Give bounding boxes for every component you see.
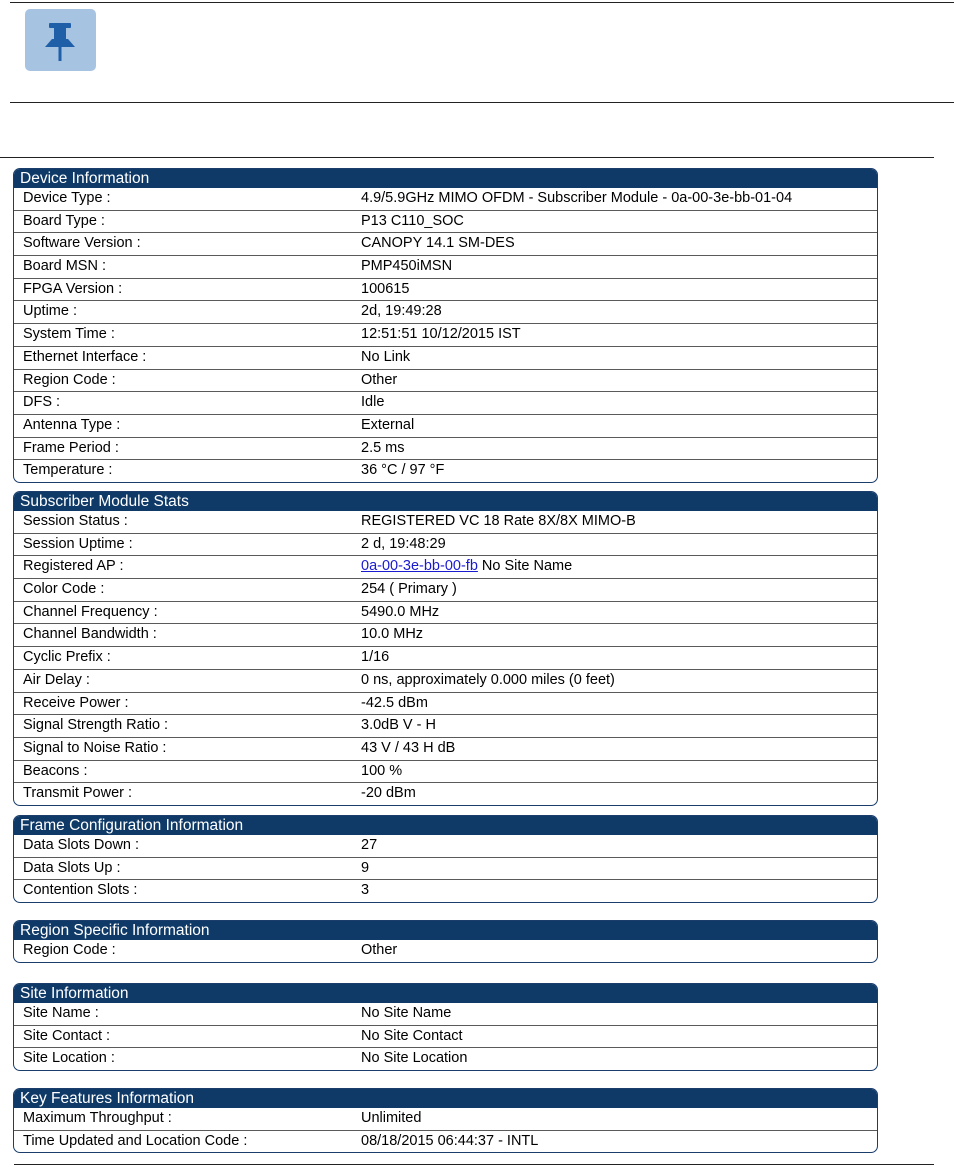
panel-title: Key Features Information <box>14 1089 877 1108</box>
row-value: REGISTERED VC 18 Rate 8X/8X MIMO-B <box>361 513 636 529</box>
row-label: Beacons : <box>23 762 88 779</box>
pushpin-icon <box>25 9 96 71</box>
row-label: Data Slots Up : <box>23 859 121 876</box>
row-value: 36 °C / 97 °F <box>361 462 445 479</box>
panel-title: Site Information <box>14 984 877 1003</box>
table-row <box>14 624 877 647</box>
panel-frame-configuration <box>13 815 878 903</box>
row-label: Site Contact : <box>23 1027 111 1044</box>
row-label: Session Status : <box>23 513 128 529</box>
row-label: Color Code : <box>23 581 105 598</box>
row-label: Time Updated and Location Code : <box>23 1132 248 1149</box>
table-row <box>14 211 877 234</box>
row-label: Device Type : <box>23 190 111 206</box>
table-row <box>14 233 877 256</box>
row-label: Signal Strength Ratio : <box>23 717 169 734</box>
row-label: Site Location : <box>23 1050 115 1067</box>
table-row <box>14 556 877 579</box>
row-value: 100 % <box>361 762 403 779</box>
row-value: 4.9/5.9GHz MIMO OFDM - Subscriber Module - 0a-00-3e-bb-01-04 <box>361 190 793 206</box>
row-value: 2.5 ms <box>361 439 405 456</box>
row-value: 1/16 <box>361 649 390 666</box>
table-row <box>14 188 877 211</box>
row-label: System Time : <box>23 326 115 343</box>
row-value: CANOPY 14.1 SM-DES <box>361 235 515 252</box>
row-value: 254 ( Primary ) <box>361 581 457 598</box>
top-divider <box>10 2 954 3</box>
table-row <box>14 693 877 716</box>
row-label: FPGA Version : <box>23 280 123 297</box>
row-value: 3.0dB V - H <box>361 717 436 734</box>
row-label: Data Slots Down : <box>23 837 140 853</box>
panel-device-information <box>13 168 878 483</box>
panel-key-features <box>13 1088 878 1153</box>
table-row <box>14 1131 877 1153</box>
table-row <box>14 392 877 415</box>
table-row <box>14 534 877 557</box>
row-label: DFS : <box>23 394 61 411</box>
panel-site-information <box>13 983 878 1071</box>
table-row <box>14 324 877 347</box>
panel-title: Subscriber Module Stats <box>14 492 877 511</box>
row-label: Ethernet Interface : <box>23 348 147 365</box>
registered-ap-link[interactable]: 0a-00-3e-bb-00-fb <box>361 558 478 575</box>
row-value: 9 <box>361 859 370 876</box>
table-row <box>14 1003 877 1026</box>
table-row <box>14 1026 877 1049</box>
table-row <box>14 438 877 461</box>
row-value: No Site Contact <box>361 1027 463 1044</box>
row-value: 2 d, 19:48:29 <box>361 535 446 552</box>
table-row <box>14 858 877 881</box>
table-row <box>14 415 877 438</box>
row-value: Unlimited <box>361 1110 422 1126</box>
row-value: -20 dBm <box>361 785 416 802</box>
table-row <box>14 738 877 761</box>
row-label: Region Code : <box>23 371 116 388</box>
table-row <box>14 940 877 962</box>
row-label: Frame Period : <box>23 439 119 456</box>
row-value: Other <box>361 371 398 388</box>
row-value: No Site Name <box>361 1005 452 1021</box>
panel-region-specific <box>13 920 878 963</box>
table-row <box>14 1108 877 1131</box>
row-label: Board Type : <box>23 212 105 229</box>
row-label: Region Code : <box>23 942 116 958</box>
row-value: 12:51:51 10/12/2015 IST <box>361 326 521 343</box>
row-value: No Link <box>361 348 411 365</box>
table-row <box>14 1048 877 1070</box>
row-value: P13 C110_SOC <box>361 212 464 229</box>
row-value: No Site Location <box>361 1050 468 1067</box>
table-row <box>14 370 877 393</box>
row-label: Channel Bandwidth : <box>23 626 157 643</box>
row-value: 2d, 19:49:28 <box>361 303 442 320</box>
table-row <box>14 761 877 784</box>
table-row <box>14 511 877 534</box>
row-label: Temperature : <box>23 462 113 479</box>
table-row <box>14 715 877 738</box>
row-label: Cyclic Prefix : <box>23 649 111 666</box>
row-label: Maximum Throughput : <box>23 1110 172 1126</box>
row-label: Session Uptime : <box>23 535 133 552</box>
panel-title: Frame Configuration Information <box>14 816 877 835</box>
row-value: 100615 <box>361 280 410 297</box>
row-label: Contention Slots : <box>23 882 138 899</box>
row-value: -42.5 dBm <box>361 694 428 711</box>
table-row <box>14 347 877 370</box>
row-label: Antenna Type : <box>23 416 121 433</box>
row-value: External <box>361 416 415 433</box>
row-value: Idle <box>361 394 385 411</box>
table-row <box>14 880 877 902</box>
table-row <box>14 579 877 602</box>
row-label: Registered AP : <box>23 558 124 575</box>
table-row <box>14 602 877 625</box>
row-label: Software Version : <box>23 235 141 252</box>
row-value: PMP450iMSN <box>361 258 453 275</box>
row-label: Board MSN : <box>23 258 106 275</box>
row-value: 43 V / 43 H dB <box>361 739 456 756</box>
table-row <box>14 783 877 805</box>
row-label: Site Name : <box>23 1005 99 1021</box>
table-row <box>14 670 877 693</box>
registered-ap-value <box>361 556 572 577</box>
panel-title: Region Specific Information <box>14 921 877 940</box>
row-value: 10.0 MHz <box>361 626 424 643</box>
note-divider <box>10 102 954 103</box>
row-value: 27 <box>361 837 378 853</box>
row-label: Channel Frequency : <box>23 603 158 620</box>
row-value: 5490.0 MHz <box>361 603 440 620</box>
table-row <box>14 256 877 279</box>
table-row <box>14 647 877 670</box>
table-row <box>14 835 877 858</box>
row-label: Air Delay : <box>23 671 90 688</box>
row-label: Transmit Power : <box>23 785 133 802</box>
row-value: 3 <box>361 882 370 899</box>
row-value: 0 ns, approximately 0.000 miles (0 feet) <box>361 671 615 688</box>
table-row <box>14 460 877 482</box>
panel-title: Device Information <box>14 169 877 188</box>
row-label: Receive Power : <box>23 694 129 711</box>
row-value: 08/18/2015 06:44:37 - INTL <box>361 1132 539 1149</box>
table-row <box>14 301 877 324</box>
screenshot-top-border <box>0 157 934 158</box>
registered-ap-site-name: No Site Name <box>477 558 573 575</box>
row-value: Other <box>361 942 398 958</box>
panel-subscriber-module-stats <box>13 491 878 806</box>
table-row <box>14 279 877 302</box>
row-label: Uptime : <box>23 303 77 320</box>
row-label: Signal to Noise Ratio : <box>23 739 167 756</box>
bottom-divider <box>14 1164 934 1165</box>
